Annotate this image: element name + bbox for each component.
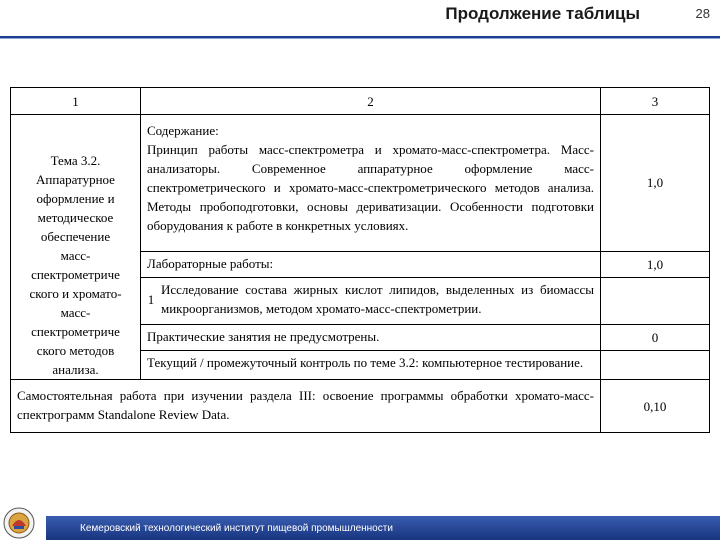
control-hours (601, 351, 710, 380)
topic-line: спектрометриче (31, 324, 120, 339)
column-header-1: 1 (11, 88, 141, 115)
topic-line: оформление и (36, 191, 115, 206)
header-divider (0, 36, 720, 39)
lab-item-hours (601, 278, 710, 325)
page-title: Продолжение таблицы (445, 4, 640, 23)
control-text: Текущий / промежуточный контроль по теме 3.2: компьютерное тестирование. (141, 351, 601, 380)
content-hours: 1,0 (601, 115, 710, 252)
topic-line: обеспечение (40, 229, 111, 244)
practice-hours: 0 (601, 325, 710, 351)
column-header-3: 3 (601, 88, 710, 115)
topic-line: масс- (60, 305, 91, 320)
content-text: Принцип работы масс-спектрометра и хромато-масс-спектрометра. Масс-анализаторы. Современное аппаратурное оформление масс-спектрометрического и хромато-масс-спектрометрического методов анализа. Методы пробоподготовки, основы дериватизации. Особенности подготовки оборудования к работе в конкретных условиях. (147, 142, 594, 233)
table-row (11, 115, 710, 252)
topic-line: ского методов (36, 343, 115, 358)
topic-line: спектрометриче (31, 267, 120, 282)
table-header-row (11, 88, 710, 115)
content-heading: Содержание: (147, 123, 219, 138)
lab-item-text: Исследование состава жирных кислот липидов, выделенных из биомассы микроорганизмов, методом хромато-масс-спектрометрии. (161, 282, 594, 317)
content-cell (141, 115, 601, 252)
topic-cell (11, 115, 141, 380)
topic-line: масс- (60, 248, 91, 263)
footer-institute: Кемеровский технологический институт пищевой промышленности (80, 523, 393, 534)
labs-heading: Лабораторные работы: (141, 251, 601, 277)
topic-line: методическое (37, 210, 114, 225)
curriculum-table (10, 87, 710, 433)
page-number: 28 (695, 6, 710, 21)
column-header-2: 2 (141, 88, 601, 115)
table-row (11, 380, 710, 433)
self-work-hours: 0,10 (601, 380, 710, 433)
institute-logo-icon (2, 506, 36, 540)
self-work-text: Самостоятельная работа при изучении раздела III: освоение программы обработки хромато-масс-спектрограмм Standalone Review Data. (11, 380, 601, 433)
practice-text: Практические занятия не предусмотрены. (141, 325, 601, 351)
lab-item-cell (141, 278, 601, 325)
lab-item-number: 1 (147, 291, 155, 307)
labs-hours: 1,0 (601, 251, 710, 277)
topic-line: Тема 3.2. (50, 153, 101, 168)
topic-line: ского и хромато- (29, 286, 122, 301)
topic-line: анализа. (52, 362, 99, 377)
topic-line: Аппаратурное (36, 172, 115, 187)
list-item (141, 278, 600, 320)
lab-items (141, 278, 600, 320)
